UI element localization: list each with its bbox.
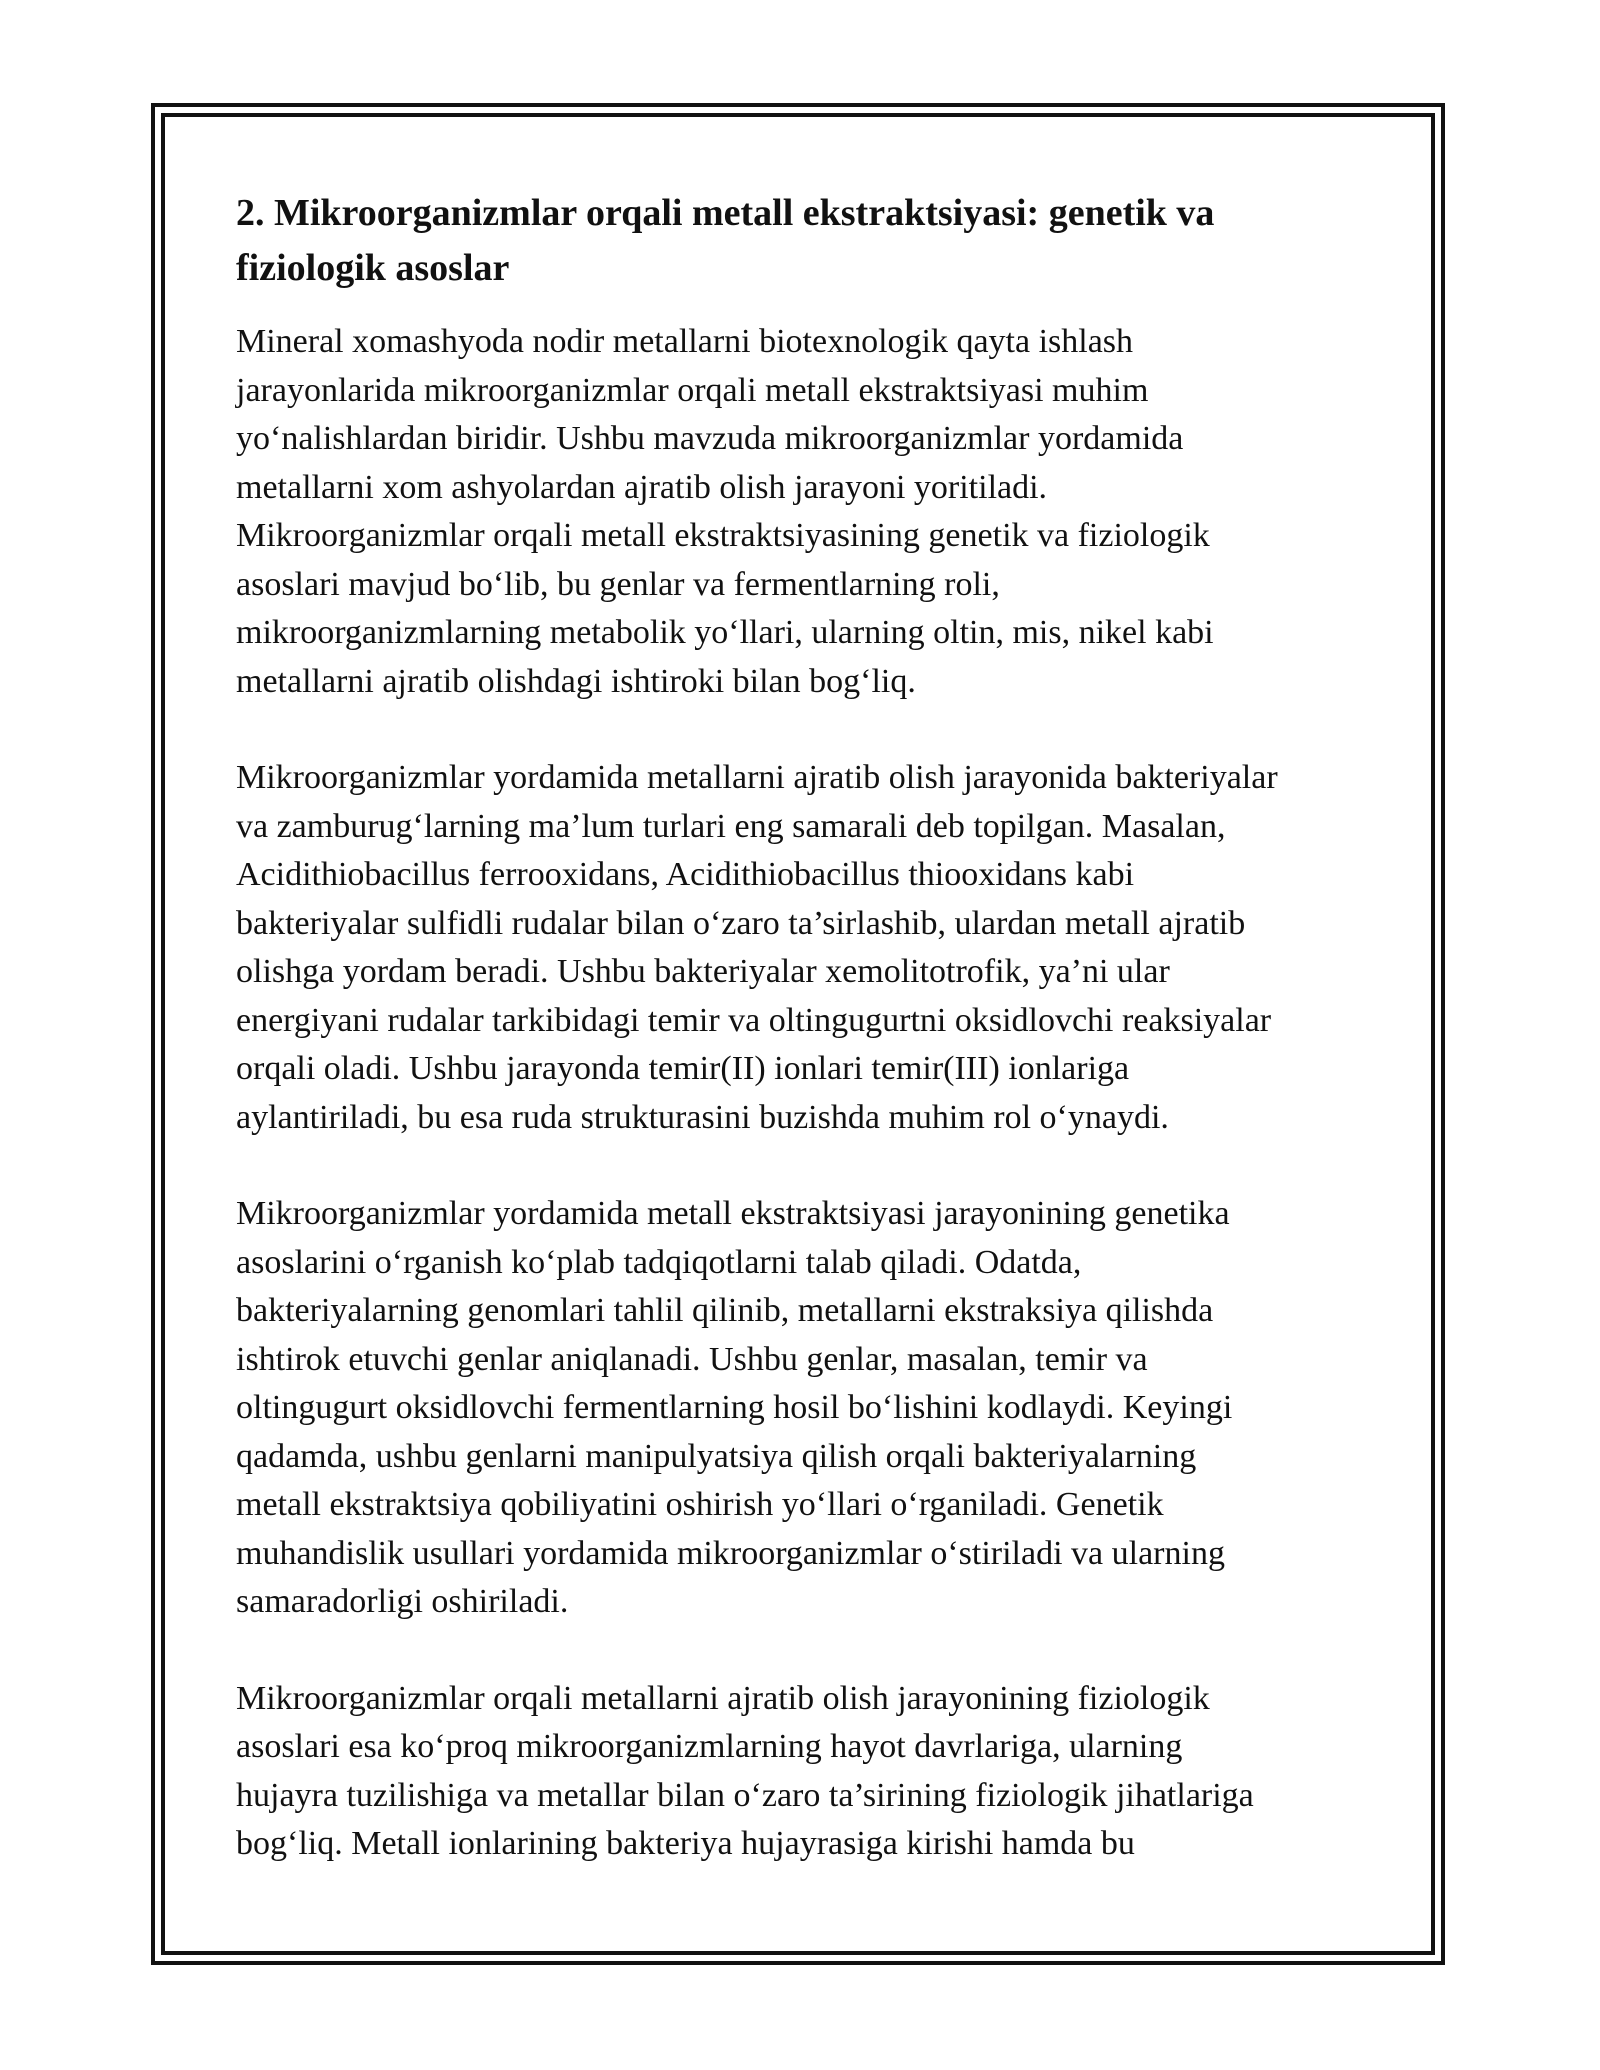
- text-line: orqali oladi. Ushbu jarayonda temir(II) ionlari temir(III) ionlariga: [236, 1050, 1130, 1087]
- text-line: aylantiriladi, bu esa ruda strukturasini buzishda muhim rol o‘ynaydi.: [236, 1098, 1169, 1136]
- heading-line: fiziologik asoslar: [236, 247, 510, 289]
- text-line: asoslarini o‘rganish ko‘plab tadqiqotlarni talab qiladi. Odatda,: [236, 1243, 1082, 1281]
- text-line: Mikroorganizmlar yordamida metallarni ajratib olish jarayonida bakteriyalar: [236, 759, 1278, 796]
- paragraph-physiology: [236, 1675, 1386, 1869]
- paragraph-bacteria: [236, 754, 1386, 1142]
- text-line: qadamda, ushbu genlarni manipulyatsiya qilish orqali bakteriyalarning: [236, 1437, 1197, 1475]
- text-line: bog‘liq. Metall ionlarining bakteriya hujayrasiga kirishi hamda bu: [236, 1825, 1135, 1862]
- text-line: va zamburug‘larning ma’lum turlari eng samarali deb topilgan. Masalan,: [236, 807, 1226, 845]
- text-line: bakteriyalar sulfidli rudalar bilan o‘zaro ta’sirlashib, ulardan metall ajratib: [236, 904, 1246, 942]
- text-line: bakteriyalarning genomlari tahlil qilinib, metallarni ekstraksiya qilishda: [236, 1292, 1214, 1329]
- heading-line: 2. Mikroorganizmlar orqali metall ekstraktsiyasi: genetik va: [236, 192, 1215, 234]
- text-line: asoslari esa ko‘proq mikroorganizmlarning hayot davrlariga, ularning: [236, 1728, 1183, 1765]
- text-line: Mikroorganizmlar yordamida metall ekstraktsiyasi jarayonining genetika: [236, 1195, 1230, 1232]
- text-line: hujayra tuzilishiga va metallar bilan o‘zaro ta’sirining fiziologik jihatlariga: [236, 1776, 1254, 1814]
- text-line: metallarni xom ashyolardan ajratib olish jarayoni yoritiladi.: [236, 468, 1048, 506]
- text-line: ishtirok etuvchi genlar aniqlanadi. Ushbu genlar, masalan, temir va: [236, 1340, 1148, 1378]
- text-line: muhandislik usullari yordamida mikroorganizmlar o‘stiriladi va ularning: [236, 1534, 1225, 1572]
- text-line: yo‘nalishlardan biridir. Ushbu mavzuda mikroorganizmlar yordamida: [236, 420, 1184, 457]
- document-body: [236, 186, 1386, 1917]
- paragraph-intro: [236, 318, 1386, 706]
- text-line: jarayonlarida mikroorganizmlar orqali metall ekstraktsiyasi muhim: [236, 371, 1149, 409]
- text-line: oltingugurt oksidlovchi fermentlarning hosil bo‘lishini kodlaydi. Keyingi: [236, 1389, 1233, 1426]
- text-line: metallarni ajratib olishdagi ishtiroki bilan bog‘liq.: [236, 662, 916, 700]
- text-line: Mikroorganizmlar orqali metallarni ajratib olish jarayonining fiziologik: [236, 1679, 1210, 1717]
- text-line: asoslari mavjud bo‘lib, bu genlar va fermentlarning roli,: [236, 565, 1000, 603]
- text-line: samaradorligi oshiriladi.: [236, 1583, 569, 1620]
- paragraph-genetics: [236, 1190, 1386, 1627]
- text-line: energiyani rudalar tarkibidagi temir va oltingugurtni oksidlovchi reaksiyalar: [236, 1001, 1272, 1039]
- text-line: Acidithiobacillus ferrooxidans, Acidithiobacillus thiooxidans kabi: [236, 856, 1135, 893]
- section-heading: [236, 186, 1386, 296]
- text-line: mikroorganizmlarning metabolik yo‘llari, ularning oltin, mis, nikel kabi: [236, 614, 1214, 651]
- text-line: Mineral xomashyoda nodir metallarni biotexnologik qayta ishlash: [236, 323, 1134, 360]
- text-line: olishga yordam beradi. Ushbu bakteriyalar xemolitotrofik, ya’ni ular: [236, 953, 1170, 990]
- text-line: metall ekstraktsiya qobiliyatini oshirish yo‘llari o‘rganiladi. Genetik: [236, 1486, 1164, 1523]
- text-line: Mikroorganizmlar orqali metall ekstraktsiyasining genetik va fiziologik: [236, 517, 1210, 554]
